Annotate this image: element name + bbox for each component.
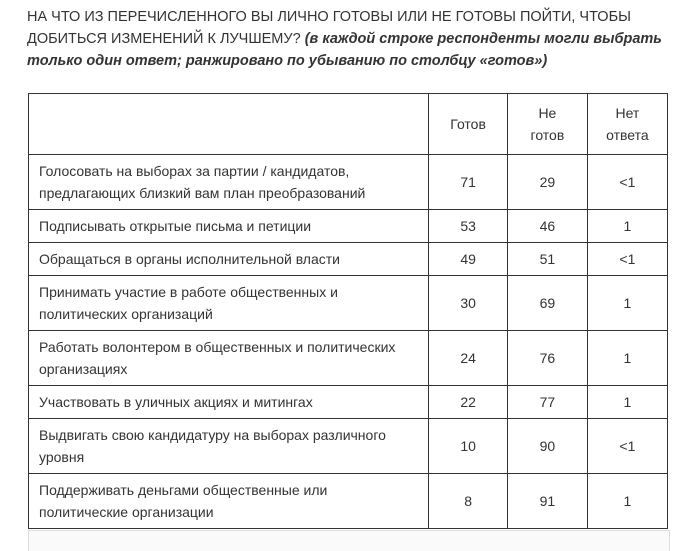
header-no-answer — [587, 94, 667, 155]
header-not-ready — [508, 94, 588, 155]
table-row — [29, 243, 668, 276]
question-note: (в каждой строке респонденты могли выбрать только один ответ; ранжировано по убыванию по столбцу «готов») — [27, 31, 662, 69]
row-not-ready: 91 — [508, 474, 588, 529]
header-ready — [429, 94, 508, 155]
row-label: Выдвигать свою кандидатуру на выборах различного уровня — [29, 419, 429, 474]
row-ready: 22 — [429, 386, 508, 419]
table-row — [29, 419, 668, 474]
header-ready-text: Готов — [450, 116, 486, 132]
row-not-ready: 76 — [508, 331, 588, 386]
row-label: Поддерживать деньгами общественные или политические организации — [29, 474, 429, 529]
row-not-ready: 46 — [508, 210, 588, 243]
table-row — [29, 331, 668, 386]
row-label: Работать волонтером в общественных и политических организациях — [29, 331, 429, 386]
row-not-ready: 69 — [508, 276, 588, 331]
row-label: Принимать участие в работе общественных и политических организаций — [29, 276, 429, 331]
row-ready: 71 — [429, 155, 508, 210]
row-not-ready: 90 — [508, 419, 588, 474]
row-not-ready: 29 — [508, 155, 588, 210]
row-not-ready: 51 — [508, 243, 588, 276]
header-no-answer-line2: ответа — [606, 127, 649, 143]
row-ready: 49 — [429, 243, 508, 276]
header-not-ready-line2: готов — [530, 127, 565, 143]
row-ready: 30 — [429, 276, 508, 331]
row-no-answer: 1 — [587, 386, 667, 419]
row-no-answer: 1 — [587, 331, 667, 386]
header-not-ready-line1: Не — [538, 105, 557, 121]
row-label: Подписывать открытые письма и петиции — [29, 210, 429, 243]
row-ready: 10 — [429, 419, 508, 474]
table-row — [29, 155, 668, 210]
question-heading — [27, 6, 677, 72]
row-not-ready: 77 — [508, 386, 588, 419]
row-ready: 8 — [429, 474, 508, 529]
row-no-answer: <1 — [587, 243, 667, 276]
row-label: Участвовать в уличных акциях и митингах — [29, 386, 429, 419]
row-no-answer: 1 — [587, 474, 667, 529]
table-header-row — [29, 94, 668, 155]
survey-table — [28, 93, 668, 529]
row-ready: 53 — [429, 210, 508, 243]
row-no-answer: <1 — [587, 155, 667, 210]
row-no-answer: 1 — [587, 276, 667, 331]
table-row — [29, 276, 668, 331]
question-text: НА ЧТО ИЗ ПЕРЕЧИСЛЕННОГО ВЫ ЛИЧНО ГОТОВЫ ИЛИ НЕ ГОТОВЫ ПОЙТИ, ЧТОБЫ ДОБИТЬСЯ ИЗМЕНЕНИЙ К ЛУЧШЕМУ? — [27, 9, 631, 47]
next-block-edge — [28, 530, 670, 551]
table-row — [29, 210, 668, 243]
header-label — [29, 94, 429, 155]
row-label: Голосовать на выборах за партии / кандидатов, предлагающих близкий вам план преобразований — [29, 155, 429, 210]
row-label: Обращаться в органы исполнительной власти — [29, 243, 429, 276]
row-no-answer: 1 — [587, 210, 667, 243]
row-ready: 24 — [429, 331, 508, 386]
table-row — [29, 386, 668, 419]
header-no-answer-line1: Нет — [615, 105, 640, 121]
table-row — [29, 474, 668, 529]
row-no-answer: <1 — [587, 419, 667, 474]
